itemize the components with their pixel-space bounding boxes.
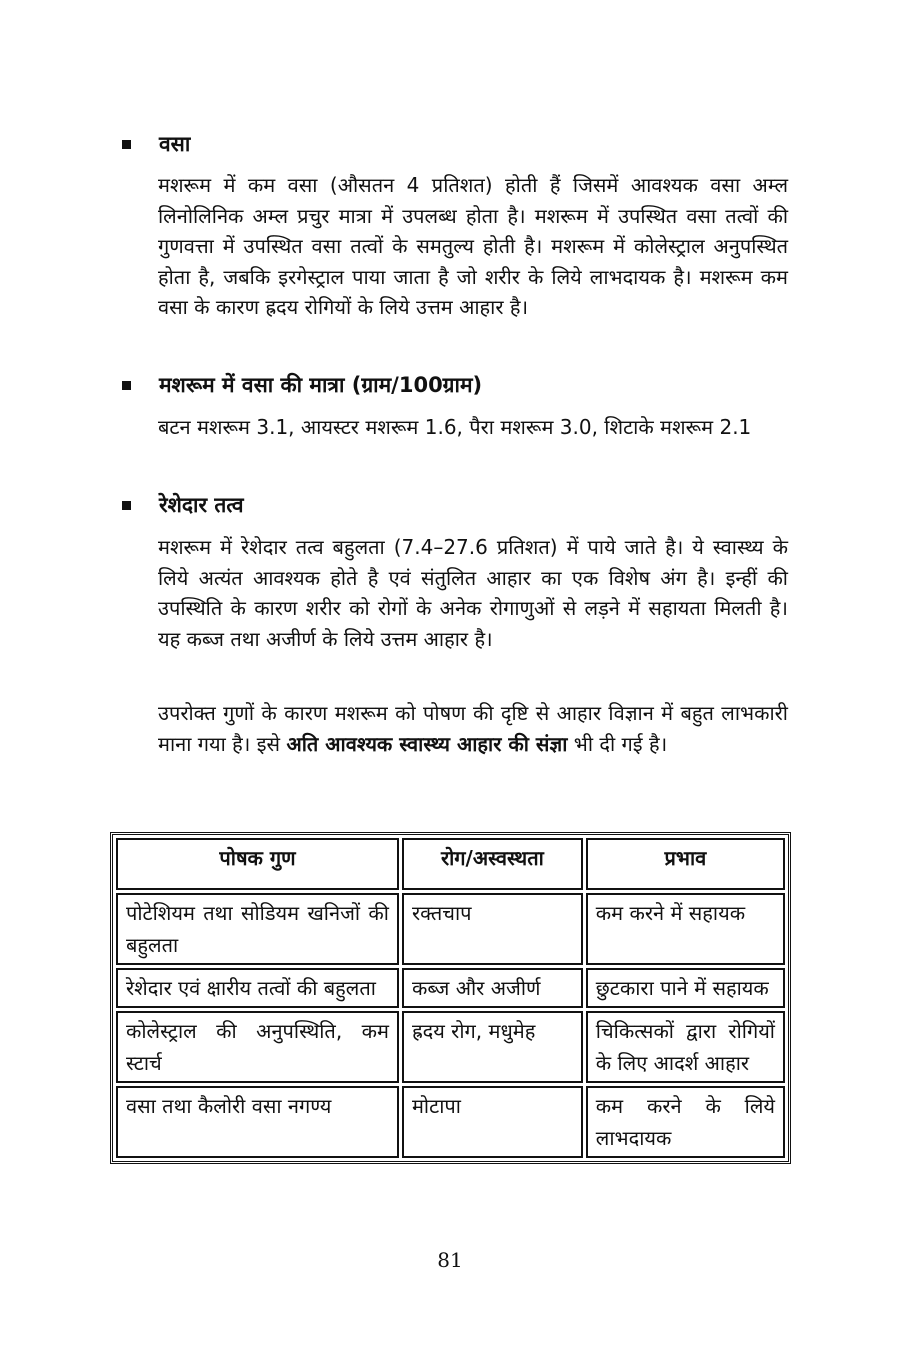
paragraph-fibre: मशरूम में रेशेदार तत्व बहुलता (7.4–27.6 प्रतिशत) में पाये जाते है। ये स्वास्थ्य के लिये अत्यंत आवश्यक होते है एवं संतुलित आहार का एक विशेष अंग है। इन्हीं की उपस्थिति के कारण शरीर को रोगों के अनेक रोगाणुओं से लड़ने में सहायता मिलती है। यह कब्ज तथा अजीर्ण के लिये उत्तम आहार है। [158, 535, 788, 651]
table-cell: चिकित्सकों द्वारा रोगियों के लिए आदर्श आहार [586, 1011, 785, 1083]
table-header-cell: रोग/अस्वस्थता [402, 838, 583, 890]
table-cell: कम करने के लिये लाभदायक [586, 1086, 785, 1158]
table-cell: कब्ज और अजीर्ण [402, 968, 583, 1008]
section-heading-fat [120, 130, 190, 158]
table-row [116, 893, 785, 965]
table-header-cell: प्रभाव [586, 838, 785, 890]
table-cell: रेशेदार एवं क्षारीय तत्वों की बहुलता [116, 968, 399, 1008]
table-cell: कम करने में सहायक [586, 893, 785, 965]
section-heading-text: वसा [159, 132, 191, 156]
table-cell: कोलेस्ट्राल की अनुपस्थिति, कम स्टार्च [116, 1011, 399, 1083]
page-number: 81 [437, 1248, 463, 1272]
conclusion-text-after: भी दी गई है। [567, 731, 668, 756]
table-row [116, 1086, 785, 1158]
table-row [116, 1011, 785, 1083]
section-heading-fibre [120, 491, 244, 519]
nutrition-table [110, 832, 791, 1164]
section-heading-text: मशरूम में वसा की मात्रा (ग्राम/100ग्राम) [159, 373, 483, 397]
bullet-square-icon [122, 501, 131, 510]
table-cell: रक्तचाप [402, 893, 583, 965]
bullet-square-icon [122, 140, 131, 149]
conclusion-bold-text: अति आवश्यक स्वास्थ्य आहार की संज्ञा [286, 731, 568, 756]
table-cell: पोटेशियम तथा सोडियम खनिजों की बहुलता [116, 893, 399, 965]
section-heading-fat-quantity [120, 371, 482, 399]
paragraph-fat: मशरूम में कम वसा (औसतन 4 प्रतिशत) होती हैं जिसमें आवश्यक वसा अम्ल लिनोलिनिक अम्ल प्रचुर मात्रा में उपलब्ध होता है। मशरूम में उपस्थित वसा तत्वों की गुणवत्ता में उपस्थित वसा तत्वों के समतुल्य होती है। मशरूम में कोलेस्ट्राल अनुपस्थित होता है, जबकि इरगेस्ट्राल पाया जाता है जो शरीर के लिये लाभदायक है। मशरूम कम वसा के कारण ह्रदय रोगियों के लिये उत्तम आहार है। [158, 173, 788, 319]
table-header-cell: पोषक गुण [116, 838, 399, 890]
table-header-row [116, 838, 785, 890]
table-cell: वसा तथा कैलोरी वसा नगण्य [116, 1086, 399, 1158]
bullet-square-icon [122, 381, 131, 390]
paragraph-fat-quantity: बटन मशरूम 3.1, आयस्टर मशरूम 1.6, पैरा मशरूम 3.0, शिटाके मशरूम 2.1 [158, 415, 752, 439]
table-cell: ह्रदय रोग, मधुमेह [402, 1011, 583, 1083]
table-cell: मोटापा [402, 1086, 583, 1158]
table-cell: छुटकारा पाने में सहायक [586, 968, 785, 1008]
paragraph-conclusion [158, 698, 788, 759]
table-row [116, 968, 785, 1008]
conclusion-text-before: उपरोक्त गुणों के कारण मशरूम को पोषण की दृष्टि से आहार विज्ञान में बहुत लाभकारी माना गया है। इसे [158, 701, 788, 756]
section-heading-text: रेशेदार तत्व [159, 493, 244, 517]
